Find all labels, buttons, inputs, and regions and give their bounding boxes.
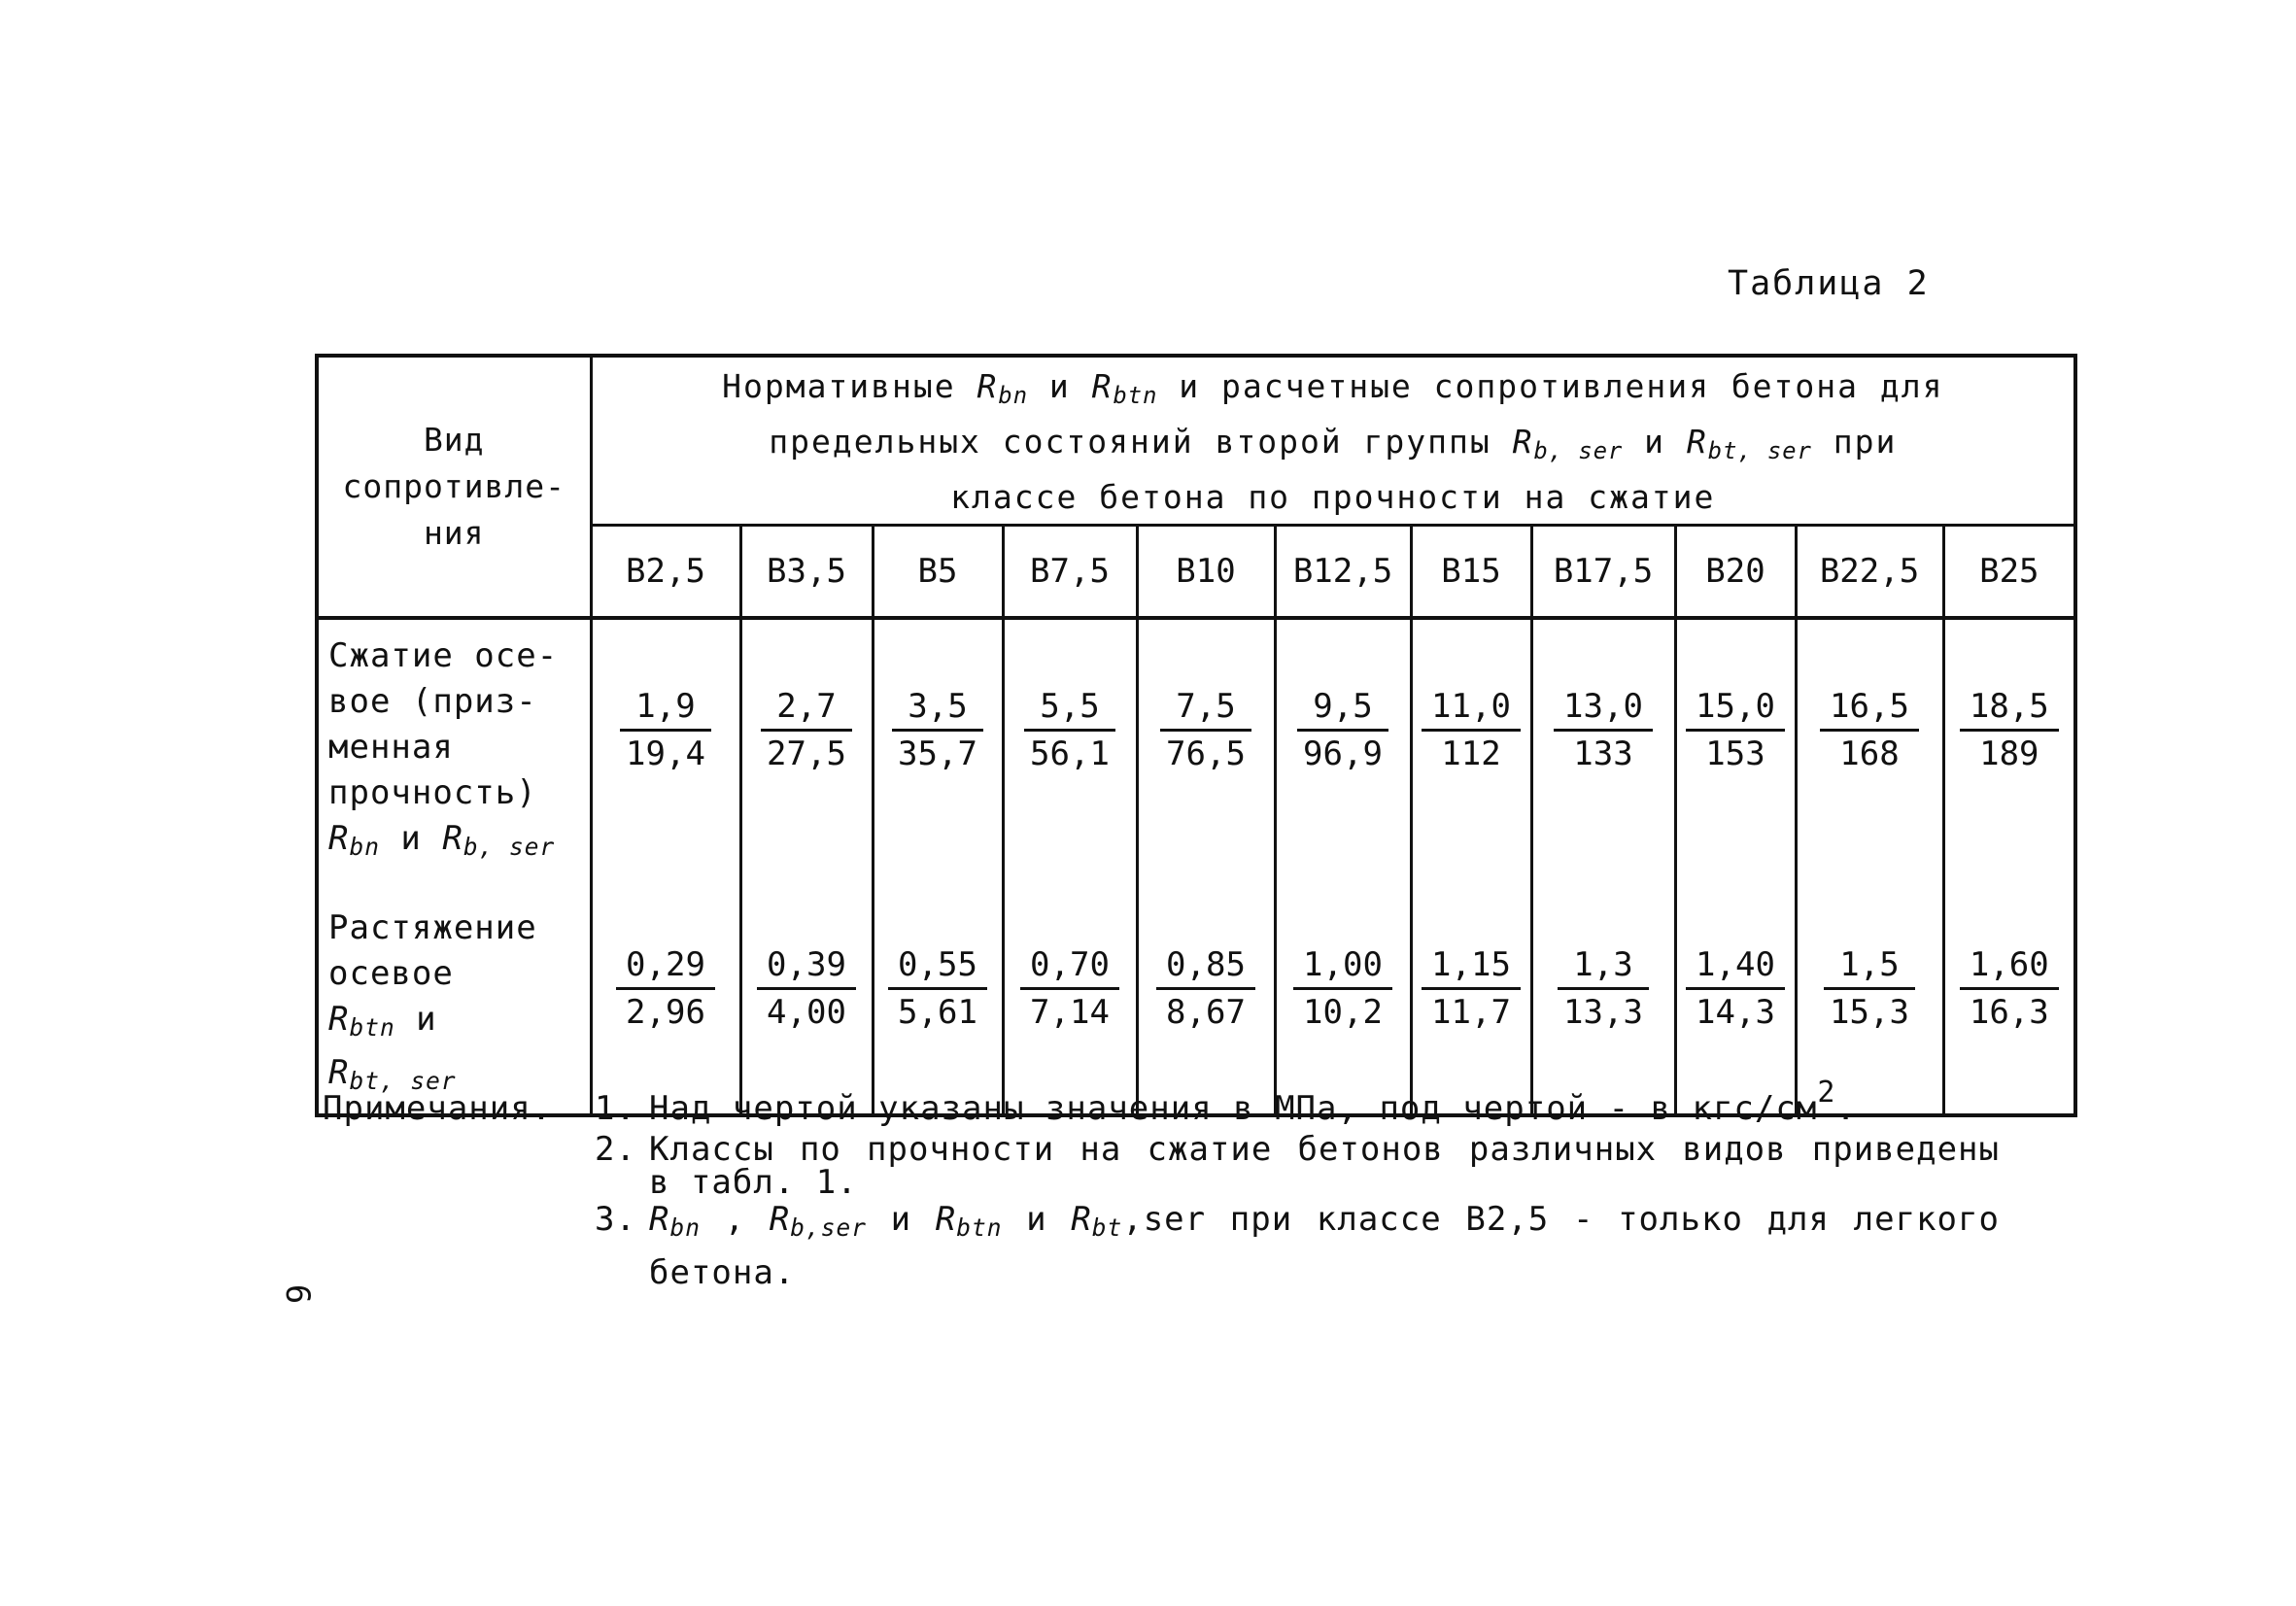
class-header: В17,5 (1531, 525, 1675, 618)
value-fraction (1558, 942, 1649, 1035)
value-mpa: 1,40 (1686, 942, 1785, 990)
note-text-part: при классе В2,5 - только для легкого бетона. (649, 1200, 2000, 1293)
value-kgf: 15,3 (1830, 992, 1909, 1032)
symbol-subscript: btn (956, 1213, 1003, 1243)
value-cell (1943, 892, 2075, 1115)
value-fraction (616, 942, 715, 1035)
note-text: Классы по прочности на сжатие бетонов различных видов приведены в табл. 1. (649, 1130, 2000, 1202)
header-text: Нормативные (722, 367, 977, 405)
class-header: В5 (873, 525, 1003, 618)
value-kgf: 11,7 (1431, 992, 1511, 1032)
value-kgf: 16,3 (1969, 992, 2049, 1032)
page-number: 6 (278, 1283, 318, 1305)
value-mpa: 0,55 (888, 942, 987, 990)
row-header-line: ния (423, 513, 485, 552)
value-mpa: 7,5 (1160, 684, 1251, 732)
value-cell (1275, 892, 1411, 1115)
value-mpa: 0,29 (616, 942, 715, 990)
symbol-r: R (1686, 422, 1708, 461)
symbol-r: R (977, 367, 999, 405)
row-label-tension (317, 892, 591, 1115)
value-kgf: 27,5 (767, 734, 846, 773)
class-header: В22,5 (1796, 525, 1943, 618)
value-fraction (1960, 942, 2059, 1035)
value-cell (1137, 892, 1275, 1115)
value-cell (873, 892, 1003, 1115)
value-mpa: 5,5 (1024, 684, 1115, 732)
value-mpa: 11,0 (1422, 684, 1521, 732)
value-fraction (1820, 684, 1919, 776)
note-text-part: и (866, 1200, 936, 1239)
value-cell (1796, 618, 1943, 892)
symbol-conjunction: и (379, 818, 443, 858)
value-mpa: 1,3 (1558, 942, 1649, 990)
class-header: В2,5 (591, 525, 740, 618)
header-text: при (1811, 422, 1898, 461)
value-cell (1531, 618, 1675, 892)
symbol-subscript: bn (669, 1213, 701, 1243)
value-fraction (892, 684, 983, 776)
value-fraction (1024, 684, 1115, 776)
value-fraction (888, 942, 987, 1035)
value-mpa: 1,5 (1824, 942, 1915, 990)
notes-title: Примечания. (323, 1089, 553, 1128)
note-number: 3. (595, 1200, 636, 1239)
symbol-subscript: btn (349, 1012, 395, 1042)
symbol-r: R (935, 1200, 957, 1239)
symbol-conjunction: и (394, 999, 437, 1039)
class-header: В12,5 (1275, 525, 1411, 618)
group-header-line-3: классе бетона по прочности на сжатие (950, 477, 1716, 516)
value-cell (1003, 618, 1137, 892)
note-1-text: Над чертой указаны значения в МПа, под чертой - в кгс/см (649, 1089, 1818, 1128)
concrete-resistance-table (315, 354, 2077, 1117)
value-fraction (761, 684, 852, 776)
symbol-subscript: b, ser (1533, 436, 1624, 464)
row-label-line: вое (приз- (328, 681, 537, 721)
header-text: и (1028, 367, 1092, 405)
note-number: 2. (595, 1130, 636, 1169)
symbol-r: R (649, 1200, 670, 1239)
value-cell (1003, 892, 1137, 1115)
value-fraction (1824, 942, 1915, 1035)
value-mpa: 15,0 (1686, 684, 1785, 732)
symbol-r: R (1071, 1200, 1092, 1239)
value-kgf: 4,00 (767, 992, 846, 1032)
value-mpa: 0,70 (1020, 942, 1119, 990)
class-header: В15 (1411, 525, 1531, 618)
value-cell (591, 618, 740, 892)
value-fraction (1554, 684, 1653, 776)
note-text-part: и (1002, 1200, 1072, 1239)
value-fraction (1293, 942, 1392, 1035)
value-kgf: 14,3 (1696, 992, 1775, 1032)
class-header: В3,5 (740, 525, 873, 618)
class-header: В10 (1137, 525, 1275, 618)
row-label-compression (317, 618, 591, 892)
value-fraction (620, 684, 711, 776)
value-mpa: 9,5 (1297, 684, 1388, 732)
class-header: В20 (1675, 525, 1796, 618)
value-mpa: 1,60 (1960, 942, 2059, 990)
symbol-r: R (1091, 367, 1114, 405)
row-label-line: Сжатие осе- (328, 635, 559, 675)
value-kgf: 5,61 (898, 992, 977, 1032)
value-kgf: 96,9 (1303, 734, 1383, 773)
value-fraction (1960, 684, 2059, 776)
symbol-subscript-tail: ,ser (1122, 1200, 1207, 1239)
symbol-subscript: bn (349, 832, 380, 861)
value-fraction (1156, 942, 1255, 1035)
symbol-subscript: btn (1113, 381, 1158, 409)
symbol-r: R (442, 818, 463, 858)
value-kgf: 8,67 (1166, 992, 1246, 1032)
value-kgf: 13,3 (1563, 992, 1643, 1032)
row-label-symbols (328, 997, 590, 1050)
row-label-symbols (328, 816, 590, 870)
superscript: 2 (1817, 1076, 1836, 1110)
value-cell (591, 892, 740, 1115)
value-kgf: 10,2 (1303, 992, 1383, 1032)
value-fraction (1020, 942, 1119, 1035)
value-fraction (1160, 684, 1251, 776)
group-header-line-1 (632, 363, 2036, 419)
value-fraction (757, 942, 856, 1035)
value-kgf: 133 (1573, 734, 1633, 773)
note-number: 1. (595, 1089, 636, 1128)
note-text-part: , (700, 1200, 770, 1239)
header-text: предельных состояний второй группы (769, 422, 1513, 461)
value-mpa: 1,9 (620, 684, 711, 732)
value-fraction (1297, 684, 1388, 776)
value-cell (1411, 892, 1531, 1115)
value-kgf: 153 (1705, 734, 1765, 773)
row-header-cell (317, 356, 591, 618)
value-mpa: 16,5 (1820, 684, 1919, 732)
value-cell (1275, 618, 1411, 892)
symbol-subscript: bt, ser (349, 1067, 457, 1096)
value-cell (740, 892, 873, 1115)
value-fraction (1686, 942, 1785, 1035)
symbol-subscript: b, ser (463, 832, 556, 861)
value-cell (1531, 892, 1675, 1115)
value-kgf: 76,5 (1166, 734, 1246, 773)
symbol-subscript: b,ser (790, 1213, 867, 1243)
value-cell (1137, 618, 1275, 892)
value-kgf: 19,4 (626, 734, 705, 773)
symbol-r: R (328, 1052, 350, 1092)
header-text: и расчетные сопротивления бетона для (1157, 367, 1944, 405)
symbol-r: R (769, 1200, 791, 1239)
note-text (649, 1076, 2000, 1133)
value-fraction (1422, 684, 1521, 776)
value-mpa: 1,00 (1293, 942, 1392, 990)
note-1-end: . (1835, 1089, 1857, 1128)
value-kgf: 56,1 (1030, 734, 1110, 773)
value-mpa: 18,5 (1960, 684, 2059, 732)
value-fraction (1686, 684, 1785, 776)
value-cell (1675, 892, 1796, 1115)
value-cell (1943, 618, 2075, 892)
value-mpa: 0,85 (1156, 942, 1255, 990)
column-group-header (591, 356, 2075, 525)
value-kgf: 7,14 (1030, 992, 1110, 1032)
symbol-r: R (328, 999, 350, 1039)
row-label-line: прочность) (328, 772, 537, 812)
value-mpa: 3,5 (892, 684, 983, 732)
symbol-r: R (1512, 422, 1534, 461)
value-cell (873, 618, 1003, 892)
class-header: В25 (1943, 525, 2075, 618)
row-header-line: Вид (423, 420, 485, 459)
symbol-r: R (328, 818, 350, 858)
value-cell (740, 618, 873, 892)
row-header-line: сопротивле- (342, 466, 566, 505)
value-mpa: 0,39 (757, 942, 856, 990)
value-kgf: 35,7 (898, 734, 977, 773)
value-kgf: 2,96 (626, 992, 705, 1032)
value-mpa: 2,7 (761, 684, 852, 732)
value-kgf: 168 (1839, 734, 1900, 773)
row-label-line: Растяжение (328, 907, 537, 947)
value-mpa: 1,15 (1422, 942, 1521, 990)
class-header: В7,5 (1003, 525, 1137, 618)
header-text: и (1623, 422, 1687, 461)
symbol-subscript: bt (1091, 1213, 1123, 1243)
note-text (649, 1197, 2000, 1295)
value-fraction (1422, 942, 1521, 1035)
symbol-subscript: bn (998, 381, 1028, 409)
value-kgf: 112 (1441, 734, 1501, 773)
symbol-subscript: bt, ser (1707, 436, 1812, 464)
row-label-line: менная (328, 727, 454, 767)
table-caption: Таблица 2 (1728, 264, 1930, 303)
value-cell (1675, 618, 1796, 892)
row-label-line: осевое (328, 953, 454, 993)
value-mpa: 13,0 (1554, 684, 1653, 732)
group-header-line-2 (632, 419, 2036, 474)
value-kgf: 189 (1979, 734, 2039, 773)
value-cell (1411, 618, 1531, 892)
